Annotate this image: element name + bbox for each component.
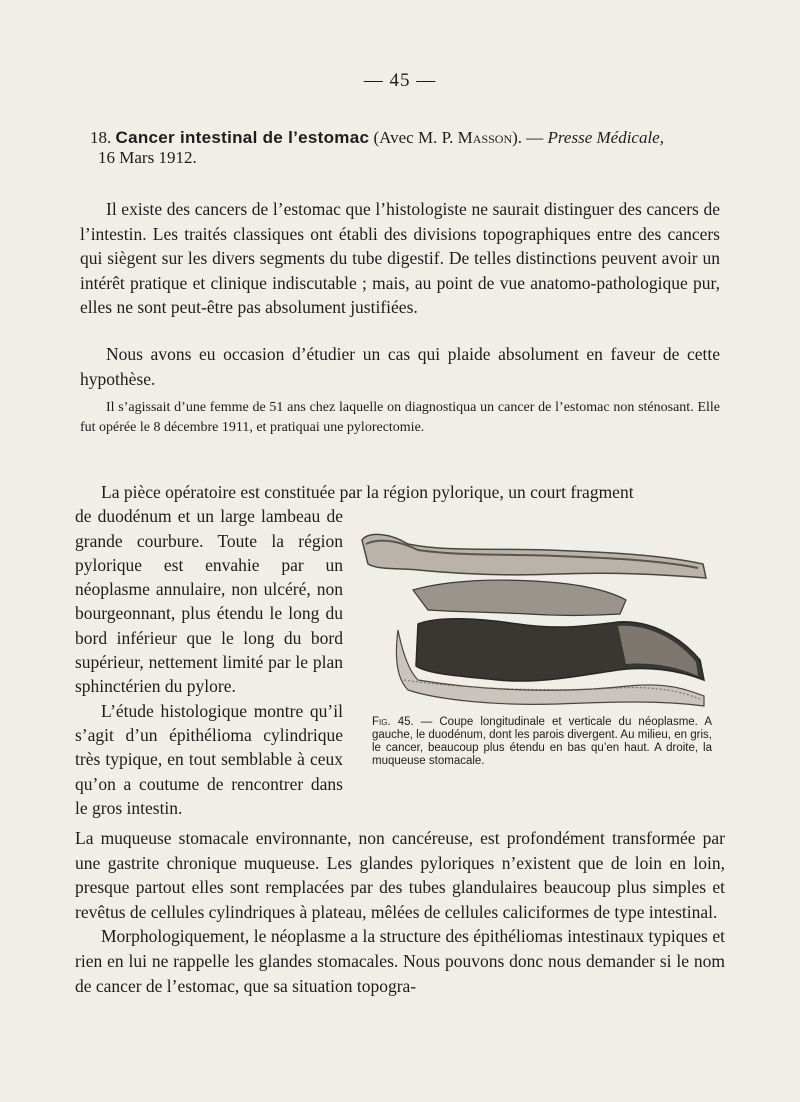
reference-authors-close: ). — <box>512 128 548 147</box>
reference-number: 18. <box>90 128 112 147</box>
paragraph-4-first-line: La pièce opératoire est constituée par la région pylorique, un court fragment <box>101 482 634 502</box>
reference-title: Cancer intestinal de l’estomac <box>115 128 370 147</box>
figure-caption-text: — Coupe longitudinale et verticale du néoplasme. A gauche, le duodénum, dont les parois divergent. Au milieu, en gris, le cancer, beaucoup plus étendu en bas qu’en haut. A droite, la muqueuse stomacale. <box>372 716 712 767</box>
closing-paragraphs <box>75 826 725 998</box>
figure-45 <box>358 530 718 768</box>
reference-author-name: Masson <box>457 128 513 147</box>
paragraph-1: Il existe des cancers de l’estomac que l’histologiste ne saurait distinguer des cancers de l’intestin. Les traités classiques ont établi des divisions topographiques entre des cancers qui siègent sur les divers segments du tube digestif. De telles distinctions peuvent avoir un intérêt pratique et clinique indiscutable ; mais, au point de vue anatomo-pathologique pur, elles ne sont peut-être pas absolument justifiées. <box>80 199 720 317</box>
reference-journal: Presse Médicale, <box>547 128 664 147</box>
paragraph-morphology: Morphologiquement, le néoplasme a la structure des épithéliomas intestinaux typiques et rien en lui ne rappelle les glandes stomacales. Nous pouvons donc nous demander si le nom de cancer de l’estomac, que sa situation topogra- <box>75 926 725 996</box>
paragraph-4: de duodénum et un large lambeau de grande courbure. Toute la région pylorique est envahie par un néoplasme annulaire, non ulcéré, non bourgeonnant, plus étendu le long du bord inférieur que le long du bord supérieur, nettement limité par le plan sphinctérien du pylore. <box>75 506 343 697</box>
figure-label: Fig. 45. <box>372 716 414 728</box>
paragraph-2: Nous avons eu occasion d’étudier un cas qui plaide absolument en faveur de cette hypothèse. <box>80 344 720 389</box>
tissue-section-illustration <box>358 530 708 710</box>
reference-authors-open: (Avec M. P. <box>373 128 458 147</box>
reference-date: 16 Mars 1912. <box>98 148 197 167</box>
paragraph-mucosa: La muqueuse stomacale environnante, non cancéreuse, est profondément transformée par une gastrite chronique muqueuse. Les glandes pyloriques n’existent que de loin en loin, presque partout elles sont remplacées par des tubes glandulaires beaucoup plus simples et revêtus de cellules cylindriques à plateau, mêlées de cellules caliciformes de type intestinal. <box>75 828 725 922</box>
figure-text-block <box>75 480 725 820</box>
paragraph-case-summary: Il s’agissait d’une femme de 51 ans chez laquelle on diagnostiqua un cancer de l’estomac non sténosant. Elle fut opérée le 8 décembre 1911, et pratiquai une pylorectomie. <box>80 400 720 435</box>
text-column-left <box>75 504 343 820</box>
page-number: — 45 — <box>363 70 437 91</box>
figure-caption <box>372 716 712 768</box>
reference-entry <box>90 128 730 168</box>
paragraph-histology: L’étude histologique montre qu’il s’agit d’un épithélioma cylindrique très typique, en tout semblable à ceux qu’on a coutume de rencontrer dans le gros intestin. <box>75 700 343 818</box>
middle-tissue-shape <box>413 580 626 615</box>
